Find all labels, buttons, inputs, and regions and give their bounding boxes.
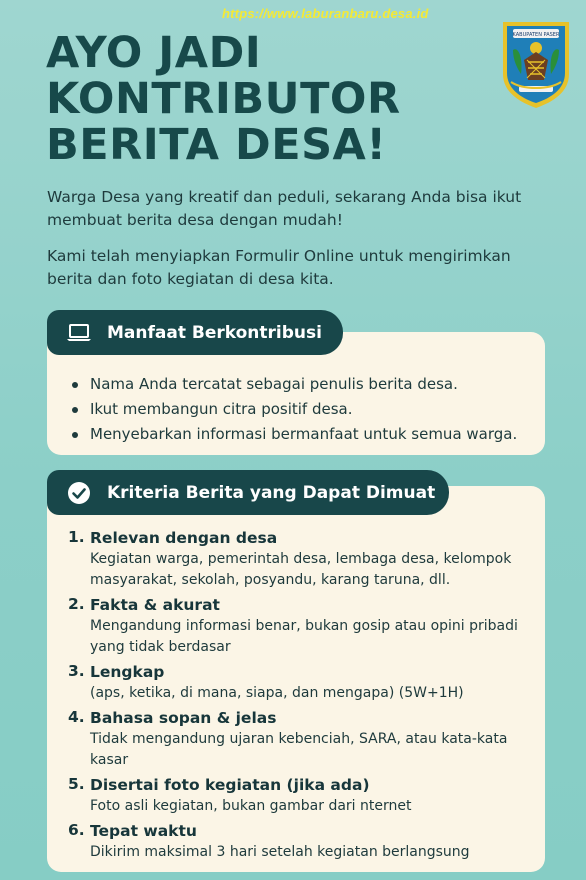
item-number: 5. — [68, 775, 85, 793]
page-title — [46, 30, 486, 168]
criteria-item — [68, 595, 538, 658]
item-number: 2. — [68, 595, 85, 613]
criteria-header — [47, 470, 449, 515]
item-title: Lengkap — [90, 663, 165, 681]
item-title: Disertai foto kegiatan (jika ada) — [90, 776, 370, 794]
benefits-header — [47, 310, 343, 355]
list-item: Menyebarkan informasi bermanfaat untuk semua warga. — [68, 422, 517, 447]
criteria-item — [68, 528, 538, 591]
criteria-item — [68, 775, 538, 817]
item-title: Relevan dengan desa — [90, 529, 278, 547]
headline-line-2: KONTRIBUTOR — [46, 74, 401, 124]
item-description: (aps, ketika, di mana, siapa, dan mengapa) (5W+1H) — [90, 685, 464, 701]
item-number: 4. — [68, 708, 85, 726]
criteria-item — [68, 708, 538, 771]
benefits-list — [68, 372, 517, 447]
item-number: 6. — [68, 821, 85, 839]
headline-line-1: AYO JADI — [46, 28, 262, 78]
headline-line-3: BERITA DESA! — [46, 120, 387, 170]
item-description: Foto asli kegiatan, bukan gambar dari nternet — [90, 798, 412, 814]
list-item: Nama Anda tercatat sebagai penulis berita desa. — [68, 372, 517, 397]
website-url[interactable]: https://www.laburanbaru.desa.id — [222, 6, 429, 21]
laptop-icon — [65, 322, 93, 344]
criteria-list — [68, 528, 538, 867]
benefits-title: Manfaat Berkontribusi — [107, 322, 322, 343]
regency-crest-icon — [499, 16, 573, 110]
intro-paragraph-2: Kami telah menyiapkan Formulir Online untuk mengirimkan berita dan foto kegiatan di desa kita. — [47, 247, 511, 288]
item-number: 1. — [68, 528, 85, 546]
criteria-title: Kriteria Berita yang Dapat Dimuat — [107, 482, 436, 503]
criteria-item — [68, 821, 538, 863]
item-title: Tepat waktu — [90, 822, 197, 840]
check-circle-icon — [65, 482, 93, 504]
item-description: Dikirim maksimal 3 hari setelah kegiatan berlangsung — [90, 844, 470, 860]
item-number: 3. — [68, 662, 85, 680]
intro-paragraph-1: Warga Desa yang kreatif dan peduli, sekarang Anda bisa ikut membuat berita desa dengan mudah! — [47, 188, 522, 229]
list-item: Ikut membangun citra positif desa. — [68, 397, 517, 422]
item-description: Tidak mengandung ujaran kebenciah, SARA, atau kata-kata kasar — [90, 731, 508, 768]
item-description: Mengandung informasi benar, bukan gosip atau opini pribadi yang tidak berdasar — [90, 618, 518, 655]
item-title: Fakta & akurat — [90, 596, 220, 614]
item-description: Kegiatan warga, pemerintah desa, lembaga desa, kelompok masyarakat, sekolah, posyandu, karang taruna, dll. — [90, 551, 512, 588]
item-title: Bahasa sopan & jelas — [90, 709, 277, 727]
criteria-item — [68, 662, 538, 704]
crest-lettering: KABUPATEN PASER — [512, 32, 560, 38]
